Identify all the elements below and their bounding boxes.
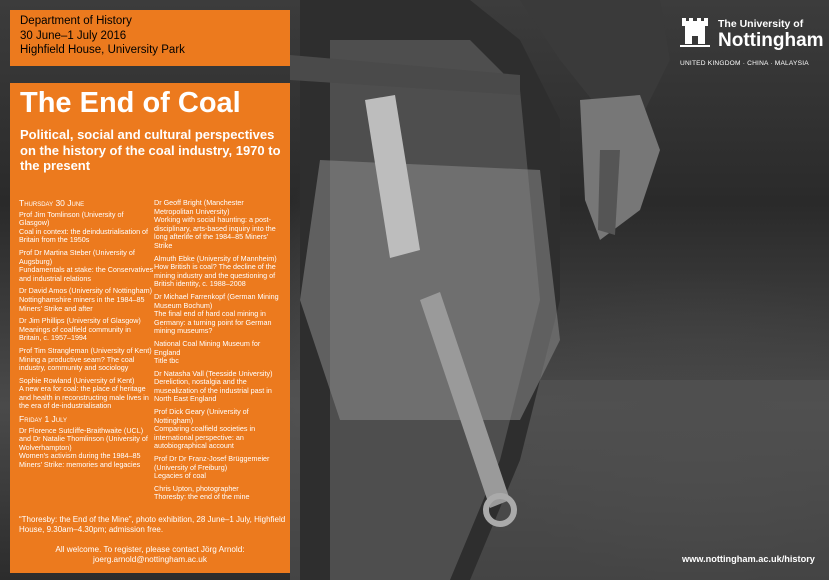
program-entry: [154, 455, 282, 481]
university-logo: [680, 12, 824, 82]
program-entry: [19, 287, 154, 313]
talk-title: Fundamentals at stake: the Conservatives and industrial relations: [19, 265, 154, 283]
talk-title: Working with social haunting: a post-disciplinary, arts-based inquiry into the long afterlife of the 1984–85 Miners' Strike: [154, 215, 276, 250]
event-dates: 30 June–1 July 2016: [20, 29, 127, 42]
speaker: Sophie Rowland (University of Kent): [19, 375, 135, 385]
speaker: Dr Geoff Bright (Manchester Metropolitan University): [154, 198, 244, 216]
speaker: Almuth Ebke (University of Mannheim): [154, 253, 277, 263]
program-entry: [154, 370, 282, 404]
program-entry: [19, 377, 154, 411]
contact-email[interactable]: joerg.arnold@nottingham.ac.uk: [93, 555, 207, 564]
talk-title: Title tbc: [154, 356, 179, 366]
talk-title: Coal in context: the deindustrialisation of Britain from the 1950s: [19, 226, 149, 245]
event-venue: Highfield House, University Park: [20, 44, 185, 56]
speaker: Prof Jim Tomlinson (University of Glasgow): [19, 209, 124, 228]
program-column-left: [19, 199, 154, 474]
talk-title: Women's activism during the 1984–85 Miners' Strike: memories and legacies: [19, 451, 141, 470]
registration-info: [19, 545, 281, 565]
program-entry: [154, 485, 282, 502]
day-heading-friday: Friday 1 July: [19, 414, 68, 425]
logo-line-1: The University of: [718, 18, 804, 30]
program-entry: [154, 408, 282, 451]
event-info-box: [10, 10, 290, 66]
program-entry: [154, 340, 282, 366]
talk-title: Mining a productive seam? The coal industry, community and sociology: [19, 354, 135, 373]
talk-title: Nottinghamshire miners in the 1984–85 Miners' Strike and after: [19, 294, 145, 313]
department: Department of History: [20, 15, 132, 27]
talk-title: How British is coal? The decline of the mining industry and the questioning of British identity, c. 1988–2008: [154, 262, 276, 289]
program-entry: [154, 199, 282, 251]
speaker: National Coal Mining Museum for England: [154, 338, 261, 357]
registration-line: All welcome. To register, please contact Jörg Arnold:: [55, 545, 245, 554]
speaker: Prof Dr Dr Franz-Josef Brüggemeier (University of Freiburg): [154, 454, 270, 472]
program-entry: [19, 427, 154, 470]
castle-icon: [680, 14, 710, 48]
website-link[interactable]: www.nottingham.ac.uk/history: [682, 554, 815, 564]
talk-title: The final end of hard coal mining in Germany: a turning point for German mining museums?: [154, 309, 272, 336]
speaker: Dr Florence Sutcliffe-Braithwaite (UCL) and Dr Natalie Thomlinson (University of Wolverhampton): [19, 425, 148, 452]
subtitle: Political, social and cultural perspectives on the history of the coal industry, 1970 to the present: [20, 127, 281, 173]
speaker: Prof Dick Geary (University of Nottingham): [154, 407, 249, 425]
speaker: Dr David Amos (University of Nottingham): [19, 286, 153, 296]
speaker: Dr Natasha Vall (Teesside University): [154, 368, 273, 378]
program-entry: [154, 255, 282, 289]
speaker: Chris Upton, photographer: [154, 483, 239, 493]
talk-title: Meanings of coalfield community in Britain, c. 1957–1994: [19, 324, 131, 343]
title-box: [10, 83, 290, 123]
page-title: The End of Coal: [20, 87, 241, 119]
logo-line-2: Nottingham: [718, 30, 824, 51]
program-entry: [19, 211, 154, 245]
speaker: Dr Jim Phillips (University of Glasgow): [19, 316, 141, 326]
program-column-right: [154, 199, 282, 506]
speaker: Prof Tim Strangleman (University of Kent): [19, 345, 152, 355]
program-entry: [19, 249, 154, 283]
talk-title: Comparing coalfield societies in international perspective: an autobiographical account: [154, 424, 256, 451]
talk-title: Legacies of coal: [154, 471, 206, 481]
program-entry: [154, 293, 282, 336]
speaker: Dr Michael Farrenkopf (German Mining Museum Bochum): [154, 291, 279, 310]
speaker: Prof Dr Martina Steber (University of Augsburg): [19, 247, 135, 266]
talk-title: Dereliction, nostalgia and the musealization of the industrial past in North East England: [154, 377, 272, 404]
program-entry: [19, 317, 154, 343]
program-box: [10, 123, 290, 573]
day-heading-thursday: Thursday 30 June: [19, 198, 85, 208]
talk-title: Thoresby: the end of the mine: [154, 492, 250, 502]
program-entry: [19, 347, 154, 373]
exhibition-note: “Thoresby: the End of the Mine”, photo exhibition, 28 June–1 July, Highfield House, 9.30am–4.30pm; admission free.: [19, 515, 286, 534]
talk-title: A new era for coal: the place of heritage and health in reconstructing male lives in the era of de-industrialisation: [19, 384, 149, 411]
logo-tagline: UNITED KINGDOM · CHINA · MALAYSIA: [680, 60, 809, 67]
